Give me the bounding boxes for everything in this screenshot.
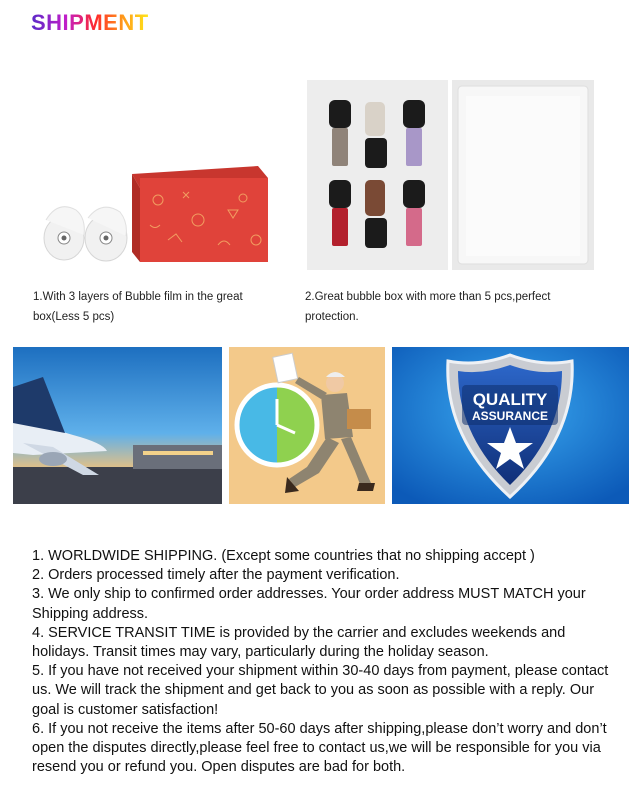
policy-item: 3. We only ship to confirmed order addresses. Your order address MUST MATCH your Shipping address. — [32, 586, 586, 622]
page-title: SHIPMENT — [31, 10, 149, 35]
policy-item: 1. WORLDWIDE SHIPPING. (Except some countries that no shipping accept ) — [32, 548, 535, 564]
courier-banner — [229, 347, 385, 504]
policy-item: 2. Orders processed timely after the payment verification. — [32, 567, 400, 584]
quality-label: QUALITY — [472, 390, 548, 409]
foam-padding-photo — [452, 80, 594, 270]
assurance-label: ASSURANCE — [471, 409, 549, 423]
policy-item: 5. If you have not received your shipment within 30-40 days from payment, please contact us. We will track the shipment and get back to you as soon as possible with a reply. Our goal is customer satisfaction! — [32, 663, 609, 718]
bubble-box-photo — [28, 80, 296, 270]
packaging-caption-large-orders: 2.Great bubble box with more than 5 pcs,perfect protection. — [305, 291, 551, 323]
clock-icon — [237, 385, 317, 465]
nail-polish-photo — [307, 80, 448, 270]
policy-item: 6. If you not receive the items after 50-60 days after shipping,please don’t worry and don’t open the disputes directly,please feel free to contact us,we will be responsible for you via resend you or refund you. Open disputes are bad for both. — [32, 720, 607, 776]
packaging-caption-small-orders: 1.With 3 layers of Bubble film in the great box(Less 5 pcs) — [33, 291, 243, 323]
policy-item: 4. SERVICE TRANSIT TIME is provided by the carrier and excludes weekends and holidays. Transit times may vary, particularly during the holiday season. — [32, 624, 566, 661]
quality-assurance-banner — [392, 347, 629, 504]
bubble-roll-right — [85, 207, 127, 261]
shipping-policy — [32, 547, 622, 777]
bubble-roll-left — [44, 207, 84, 260]
airplane-banner — [13, 347, 222, 504]
